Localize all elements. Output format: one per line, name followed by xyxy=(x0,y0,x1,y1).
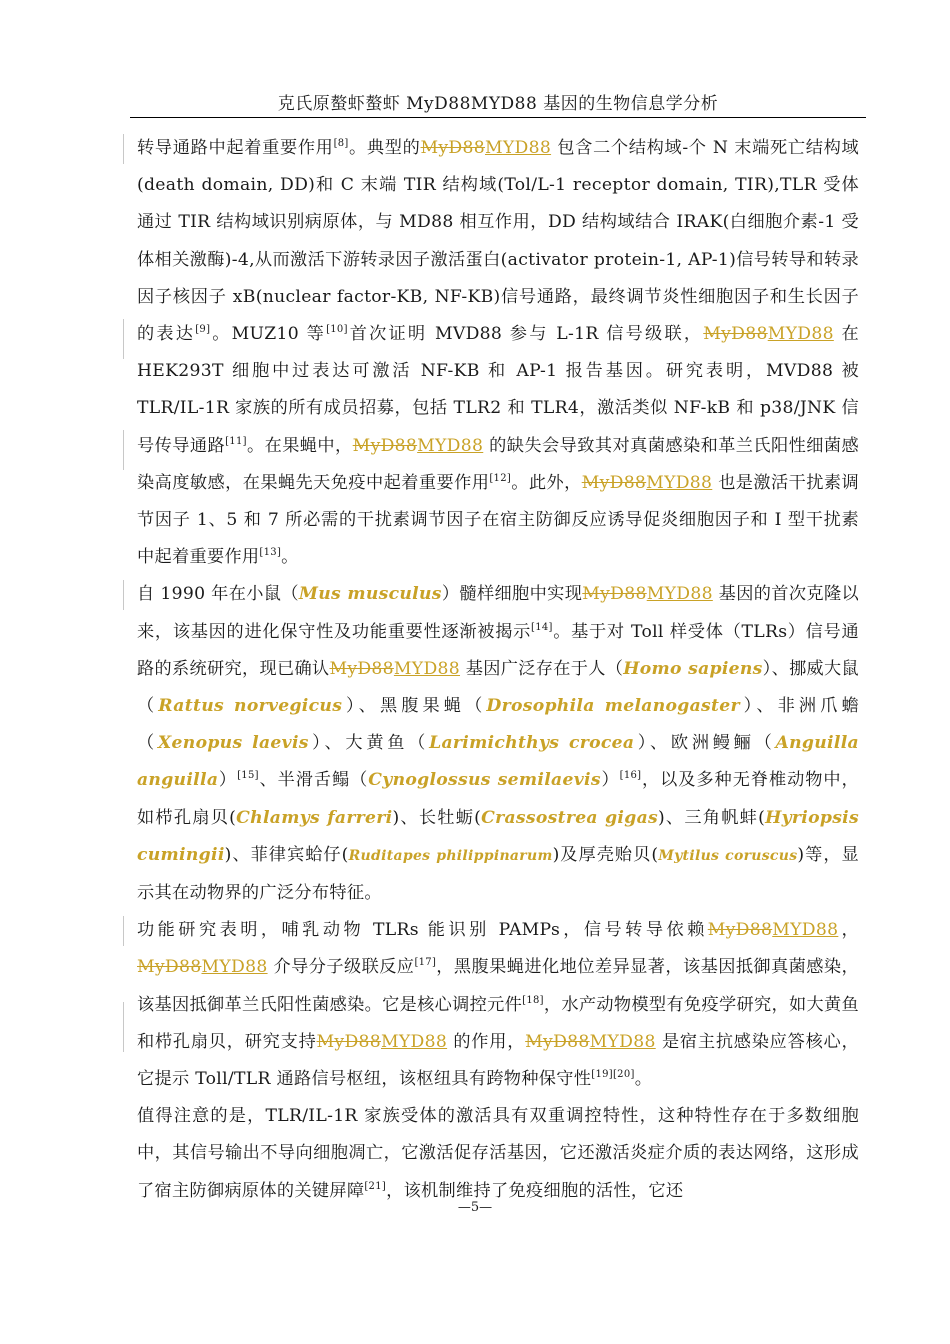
citation[interactable]: [9] xyxy=(195,324,211,336)
citation[interactable]: [13] xyxy=(259,547,282,559)
inserted-text: MYD88 xyxy=(381,1031,448,1052)
species-name: Hyriopsis cumingii xyxy=(137,807,859,865)
inserted-text: MYD88 xyxy=(417,435,484,456)
paragraph-3: 功能研究表明，哺乳动物 TLRs 能识别 PAMPs，信号转导依赖MyD88MYD88，MyD88MYD88 介导分子级联反应[17]，黑腹果蝇进化地位差异显著，该基因抵御真菌感染，该基因抵御革兰氏阳性菌感染。它是核心调控元件[18]，水产动物模型有免疫学研究，如大黄鱼和栉孔扇贝，研究支持MyD88MYD88 的作用，MyD88MYD88 是宿主抗感染应答核心，它提示 Toll/TLR 通路信号枢纽，该枢纽具有跨物种保守性[19][20]。 xyxy=(137,912,859,1098)
deleted-text: MyD88 xyxy=(581,472,647,493)
deleted-text: MyD88 xyxy=(703,324,768,345)
deleted-text: MyD88 xyxy=(329,658,394,679)
citation[interactable]: [15] xyxy=(237,770,259,782)
species-name: Mus musculus xyxy=(298,584,442,605)
deleted-text: MyD88 xyxy=(352,435,418,456)
citation[interactable]: [12] xyxy=(489,472,512,484)
citation[interactable]: [11] xyxy=(225,435,247,447)
citation[interactable]: [10] xyxy=(326,324,348,336)
citation[interactable]: [20] xyxy=(612,1069,635,1081)
inserted-text: MYD88 xyxy=(646,472,713,493)
deleted-text: MyD88 xyxy=(316,1031,381,1052)
page-number-text: —5— xyxy=(457,1200,493,1215)
species-name: Rattus norvegicus xyxy=(158,696,343,717)
species-name: Larimichthys crocea xyxy=(429,733,635,754)
species-name: Crassostrea gigas xyxy=(481,807,658,828)
citation[interactable]: [21] xyxy=(364,1180,387,1192)
deleted-text: MyD88 xyxy=(707,920,773,941)
inserted-text: MYD88 xyxy=(589,1031,656,1052)
inserted-text: MYD88 xyxy=(767,324,834,345)
revision-bar xyxy=(123,1002,124,1052)
page-header xyxy=(130,93,866,118)
citation[interactable]: [8] xyxy=(333,138,349,149)
species-name: Xenopus laevis xyxy=(157,733,309,754)
deleted-text: MyD88 xyxy=(420,138,485,158)
page-number xyxy=(0,1200,950,1215)
citation[interactable]: [16] xyxy=(619,770,642,782)
inserted-text: MYD88 xyxy=(646,584,713,605)
citation[interactable]: [17] xyxy=(414,957,437,969)
paragraph-2: 自 1990 年在小鼠（Mus musculus）髓样细胞中实现MyD88MYD88 基因的首次克隆以来，该基因的进化保守性及功能重要性逐渐被揭示[14]。基于对 Toll 样受体（TLRs）信号通路的系统研究，现已确认MyD88MYD88 基因广泛存在于人（Homo sapiens）、挪威大鼠（Rattus norvegicus）、黑腹果蝇（Drosophila melanogaster）、非洲爪蟾（Xenopus laevis）、大黄鱼（Larimichthys crocea）、欧洲鳗鲡（Anguilla anguilla）[15]、半滑舌鳎（Cynoglossus semilaevis）[16]，以及多种无脊椎动物中，如栉孔扇贝(Chlamys farreri)、长牡蛎(Crassostrea gigas)、三角帆蚌(Hyriopsis cumingii)、菲律宾蛤仔(Ruditapes philippinarum)及厚壳贻贝(Mytilus coruscus)等，显示其在动物界的广泛分布特征。 xyxy=(137,576,859,912)
deleted-text: MyD88 xyxy=(582,584,647,605)
paragraph-4: 值得注意的是，TLR/IL-1R 家族受体的激活具有双重调控特性，这种特性存在于多数细胞中，其信号输出不导向细胞凋亡，它激活促存活基因，它还激活炎症介质的表达网络，这形成了宿主防御病原体的关键屏障[21]，该机制维持了免疫细胞的活性，它还 xyxy=(137,1106,859,1201)
species-name: Cynoglossus semilaevis xyxy=(368,770,601,791)
revision-bar xyxy=(123,134,124,164)
deleted-text: MyD88 xyxy=(525,1031,590,1052)
inserted-text: MYD88 xyxy=(772,920,839,941)
inserted-text: MYD88 xyxy=(393,658,461,679)
species-name: Ruditapes philippinarum xyxy=(348,847,553,864)
inserted-text: MYD88 xyxy=(484,138,552,158)
citation[interactable]: [18] xyxy=(522,994,544,1006)
deleted-text: MyD88 xyxy=(137,957,202,978)
species-name: Anguilla anguilla xyxy=(137,733,859,791)
species-name: Homo sapiens xyxy=(623,658,763,679)
revision-bar xyxy=(123,580,124,610)
citation[interactable]: [14] xyxy=(531,621,553,633)
species-name: Mytilus coruscus xyxy=(658,847,798,864)
species-name: Chlamys farreri xyxy=(236,807,393,828)
header-title: 克氏原螯虾螯虾 MyD88MYD88 基因的生物信息学分析 xyxy=(277,94,719,114)
citation[interactable]: [19] xyxy=(591,1069,613,1081)
revision-bar xyxy=(123,916,124,946)
revision-bar xyxy=(123,430,124,470)
paragraph-1: 转导通路中起着重要作用[8]。典型的MyD88MYD88 包含二个结构域-个 N 末端死亡结构域(death domain, DD)和 C 末端 TIR 结构域(Tol/L-1 receptor domain, TIR),TLR 受体通过 TIR 结构域识别病原体，与 MD88 相互作用，DD 结构域结合 IRAK(白细胞介素-1 受体相关激酶)-4,从而激活下游转录因子激活蛋白(activator protein-1, AP-1)信号转导和转录因子核因子 xB(nuclear factor-KB, NF-KB)信号通路，最终调节炎性细胞因子和生长因子的表达[9]。MUZ10 等[10]首次证明 MVD88 参与 L-1R 信号级联，MyD88MYD88 在 HEK293T 细胞中过表达可激活 NF-KB 和 AP-1 报告基因。研究表明，MVD88 被 TLR/IL-1R 家族的所有成员招募，包括 TLR2 和 TLR4，激活类似 NF-kB 和 p38/JNK 信号传导通路[11]。在果蝇中，MyD88MYD88 的缺失会导致其对真菌感染和革兰氏阳性细菌感染高度敏感，在果蝇先天免疫中起着重要作用[12]。此外，MyD88MYD88 也是激活干扰素调节因子 1、5 和 7 所必需的干扰素调节因子在宿主防御反应诱导促炎细胞因子和 I 型干扰素中起着重要作用[13]。 xyxy=(137,130,859,576)
document-body xyxy=(137,130,859,1210)
revision-bar xyxy=(123,319,124,359)
species-name: Drosophila melanogaster xyxy=(486,696,740,717)
inserted-text: MYD88 xyxy=(201,957,268,978)
